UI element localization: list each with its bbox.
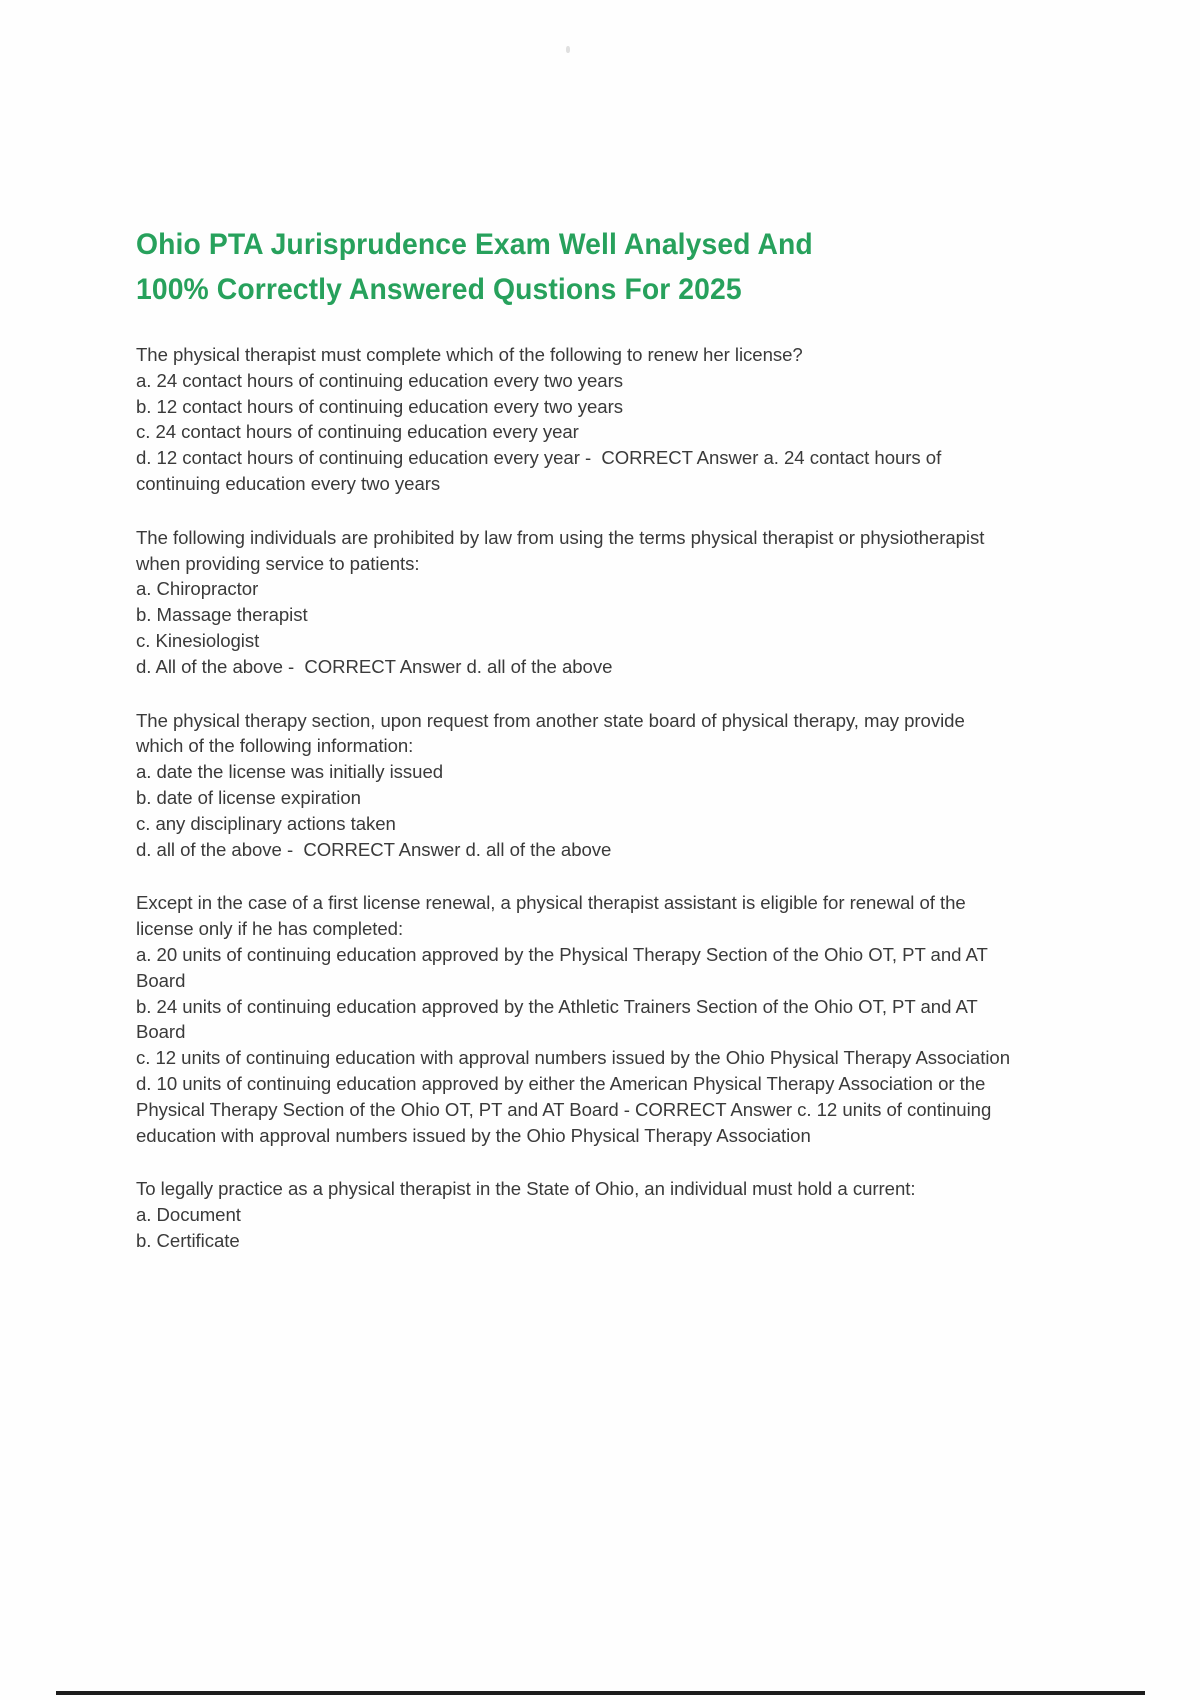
answer-option-a: a. Chiropractor [136,578,259,600]
question-stem: The physical therapy section, upon request from another state board of physical therapy, may provide which of the following information: [136,709,970,757]
answer-option-d-with-correct-answer: d. all of the above - CORRECT Answer d. all of the above [136,838,612,860]
answer-option-a: a. 24 contact hours of continuing education every two years [136,369,623,391]
answer-option-a: a. 20 units of continuing education approved by the Physical Therapy Section of the Ohio OT, PT and AT Board [136,943,993,991]
question-block-5 [136,1176,1016,1253]
answer-option-c: c. any disciplinary actions taken [136,812,396,834]
answer-option-d-with-correct-answer: d. All of the above - CORRECT Answer d. all of the above [136,655,613,677]
question-block-2 [136,525,1016,680]
answer-option-c: c. 24 contact hours of continuing education every year [136,421,579,443]
question-stem: The following individuals are prohibited by law from using the terms physical therapist or physiotherapist when providing service to patients: [136,526,990,574]
page-bottom-rule [56,1691,1145,1695]
answer-option-b: b. date of license expiration [136,786,361,808]
question-stem: The physical therapist must complete which of the following to renew her license? [136,344,803,365]
answer-option-b: b. 12 contact hours of continuing education every two years [136,395,623,417]
answer-option-b: b. Massage therapist [136,604,308,626]
answer-option-a: a. date the license was initially issued [136,761,444,783]
answer-option-d-with-correct-answer: d. 10 units of continuing education approved by either the American Physical Therapy Association or the Physical Therapy Section of the Ohio OT, PT and AT Board - CORRECT Answer c. 12 units of continuing education with approval numbers issued by the Ohio Physical Therapy Association [136,1072,997,1146]
page-title-line-2: 100% Correctly Answered Qustions For 2025 [136,273,742,306]
document-content [136,222,1016,1254]
page-title [136,222,1015,312]
question-stem: Except in the case of a first license renewal, a physical therapist assistant is eligible for renewal of the license only if he has completed: [136,892,971,940]
page-title-line-1: Ohio PTA Jurisprudence Exam Well Analysed And [136,228,813,261]
question-block-3 [136,708,1016,863]
answer-option-d-with-correct-answer: d. 12 contact hours of continuing education every year - CORRECT Answer a. 24 contact hours of continuing education every two years [136,447,947,494]
answer-option-b: b. Certificate [136,1229,240,1251]
answer-option-a: a. Document [136,1204,241,1226]
scan-artifact-speck [566,46,570,53]
question-block-1 [136,342,1016,497]
question-block-4 [136,890,1016,1148]
answer-option-c: c. 12 units of continuing education with approval numbers issued by the Ohio Physical Therapy Association [136,1047,1010,1069]
question-stem: To legally practice as a physical therapist in the State of Ohio, an individual must hold a current: [136,1178,916,1200]
answer-option-b: b. 24 units of continuing education approved by the Athletic Trainers Section of the Ohio OT, PT and AT Board [136,995,983,1043]
answer-option-c: c. Kinesiologist [136,629,260,651]
